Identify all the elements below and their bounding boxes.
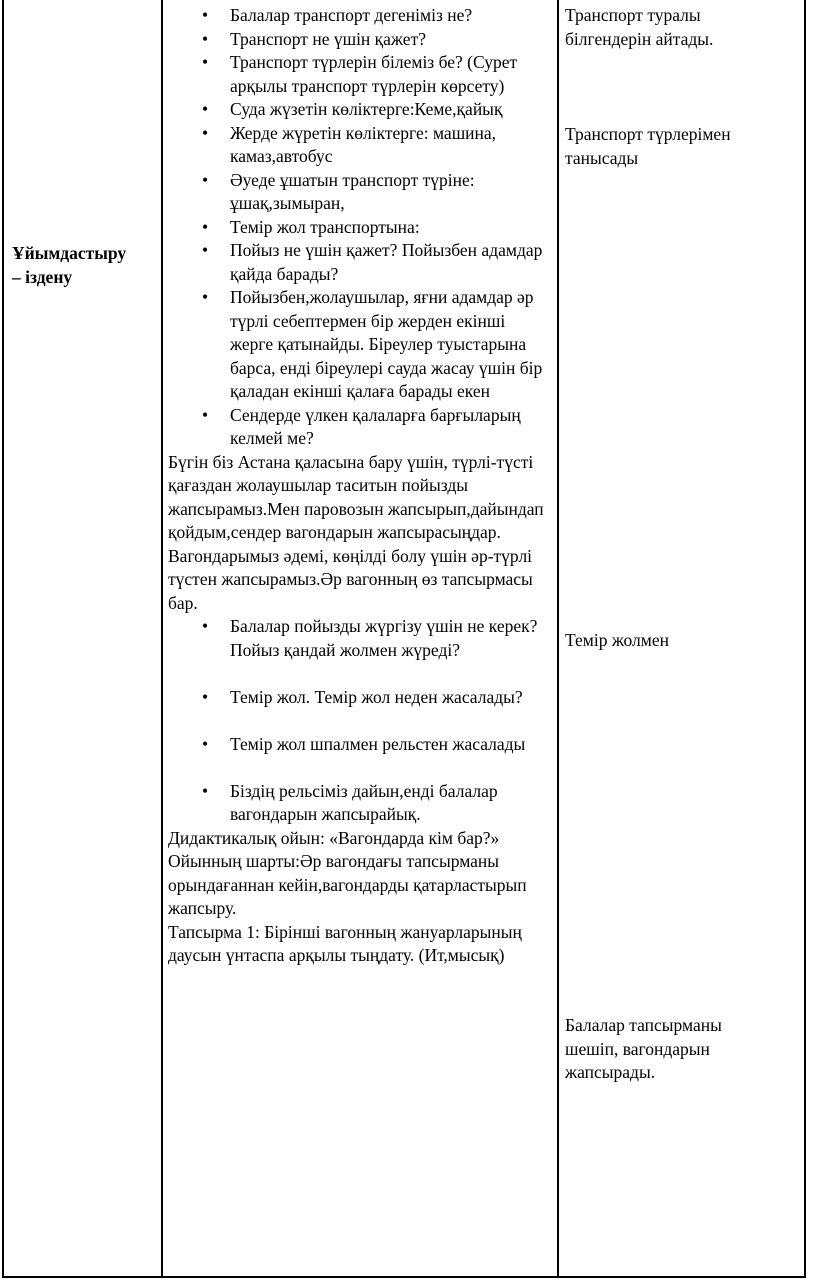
stage-label-line-1: Ұйымдастыру [12, 243, 127, 263]
children-activity-3 [565, 629, 795, 653]
teacher-activity [168, 4, 552, 968]
text-line: Транспорт түрлерімен [565, 124, 731, 144]
list-item: • Транспорт не үшін қажет? [168, 28, 552, 52]
text-line: шешіп, вагондарын [565, 1038, 710, 1059]
list-item: • Пойызбен,жолаушылар, яғни адамдар әр түрлі себептермен бір жерден екінші жерге қатынайды. Біреулер туыстарына барса, енді біреулері сауда жасау үшін бір қаладан екінші қалаға барады екен [168, 286, 552, 404]
list-item: • Сендерде үлкен қалаларға барғыларың келмей ме? [168, 404, 552, 451]
list-item: • Пойыз не үшін қажет? Пойызбен адамдар қайда барады? [168, 239, 552, 286]
column-divider-2 [557, 0, 559, 1276]
text-line: танысады [565, 147, 639, 168]
list-item: • Жерде жүретін көліктерге: машина, камаз,автобус [168, 122, 552, 169]
text-line: жапсырады. [565, 1062, 656, 1082]
paragraph: Бүгін біз Астана қаласына бару үшін, түрлі-түсті қағаздан жолаушылар таситын пойызды жапсырамыз.Мен паровозын жапсырып,дайындап қойдым,сендер вагондарын жапсырасыңдар. Вагондарымыз әдемі, көңілді болу үшін әр-түрлі түстен жапсырамыз.Әр вагонның өз тапсырмасы бар. [168, 451, 544, 613]
children-activity-4 [565, 1014, 795, 1085]
list-item: • Балалар транспорт дегеніміз не? [168, 4, 552, 28]
list-item: • Темір жол. Темір жол неден жасалады? [168, 686, 552, 710]
list-item: • Біздің рельсіміз дайын,енді балалар вагондарын жапсырайық. [168, 780, 552, 827]
list-item: • Әуеде ұшатын транспорт түріне: ұшақ,зымыран, [168, 169, 552, 216]
text-line: Балалар тапсырманы [565, 1015, 722, 1035]
game-rule: Ойынның шарты:Әр вагондағы тапсырманы орындағаннан кейін,вагондарды қатарластырып жапсыру. [168, 851, 527, 918]
question-list [168, 4, 552, 451]
question-list-2 [168, 615, 552, 827]
list-item: • Суда жүзетін көліктерге:Кеме,қайық [168, 98, 552, 122]
stage-label [12, 241, 152, 289]
list-item: • Темір жол шпалмен рельстен жасалады [168, 733, 552, 757]
children-activity-2 [565, 123, 795, 170]
children-activity-1 [565, 4, 795, 51]
stage-label-line-2: – іздену [12, 267, 73, 287]
column-divider-1 [161, 0, 163, 1276]
list-item: • Балалар пойызды жүргізу үшін не керек?Пойыз қандай жолмен жүреді? [168, 615, 552, 662]
list-item: • Темір жол транспортына: [168, 216, 552, 240]
task-1: Тапсырма 1: Бірінші вагонның жануарларының даусын үнтаспа арқылы тыңдату. (Ит,мысық) [168, 921, 522, 965]
text-line: білгендерін айтады. [565, 28, 714, 49]
text-line: Транспорт туралы [565, 5, 701, 25]
text-line: Темір жолмен [565, 630, 669, 650]
game-title: Дидактикалық ойын: «Вагондарда кім бар?» [168, 827, 500, 848]
list-item: • Транспорт түрлерін білеміз бе? (Сурет арқылы транспорт түрлерін көрсету) [168, 51, 552, 98]
